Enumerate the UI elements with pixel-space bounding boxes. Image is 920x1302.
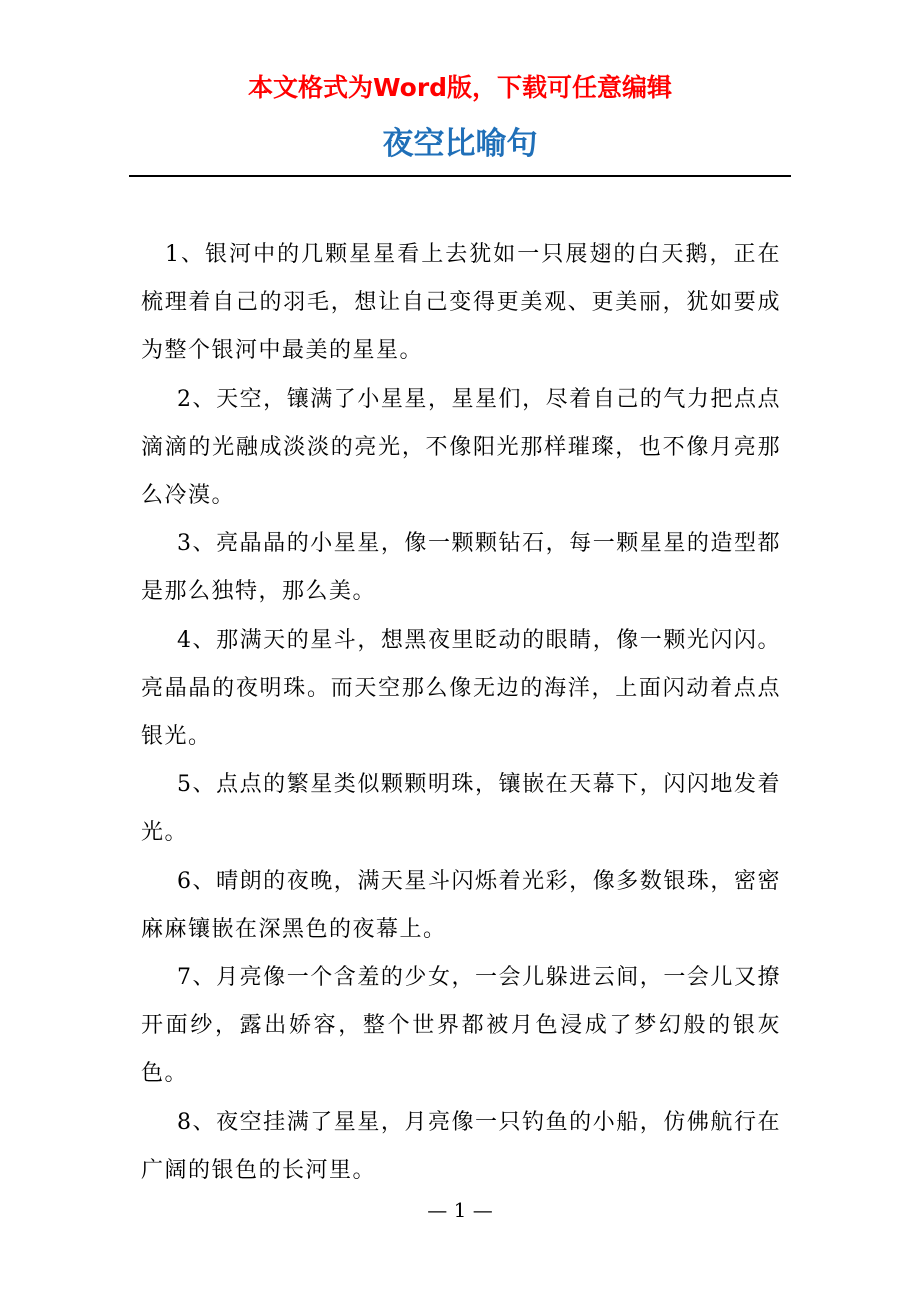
title-divider xyxy=(129,175,791,177)
paragraph-8: 8、夜空挂满了星星，月亮像一只钓鱼的小船，仿佛航行在广阔的银色的长河里。 xyxy=(141,1109,781,1183)
paragraph-5: 5、点点的繁星类似颗颗明珠，镶嵌在天幕下，闪闪地发着光。 xyxy=(141,772,781,846)
paragraph-4: 4、那满天的星斗，想黑夜里眨动的眼睛，像一颗光闪闪。亮晶晶的夜明珠。而天空那么像无边的海洋，上面闪动着点点银光。 xyxy=(141,627,781,750)
page-number: — 1 — xyxy=(427,1198,493,1222)
document-body xyxy=(141,231,781,1195)
paragraph-7: 7、月亮像一个含羞的少女，一会儿躲进云间，一会儿又撩开面纱，露出娇容，整个世界都被月色浸成了梦幻般的银灰色。 xyxy=(141,965,781,1087)
paragraph-6: 6、晴朗的夜晚，满天星斗闪烁着光彩，像多数银珠，密密麻麻镶嵌在深黑色的夜幕上。 xyxy=(141,868,781,942)
paragraph-1: 1、银河中的几颗星星看上去犹如一只展翅的白天鹅，正在梳理着自己的羽毛，想让自己变得更美观、更美丽，犹如要成为整个银河中最美的星星。 xyxy=(141,242,781,364)
paragraph-3: 3、亮晶晶的小星星，像一颗颗钻石，每一颗星星的造型都是那么独特，那么美。 xyxy=(141,531,781,605)
document-title: 夜空比喻句 xyxy=(382,126,538,162)
paragraph-2: 2、天空，镶满了小星星，星星们，尽着自己的气力把点点滴滴的光融成淡淡的亮光，不像阳光那样璀璨，也不像月亮那么冷漠。 xyxy=(141,386,781,509)
format-notice-banner: 本文格式为Word版，下载可任意编辑 xyxy=(247,73,673,102)
